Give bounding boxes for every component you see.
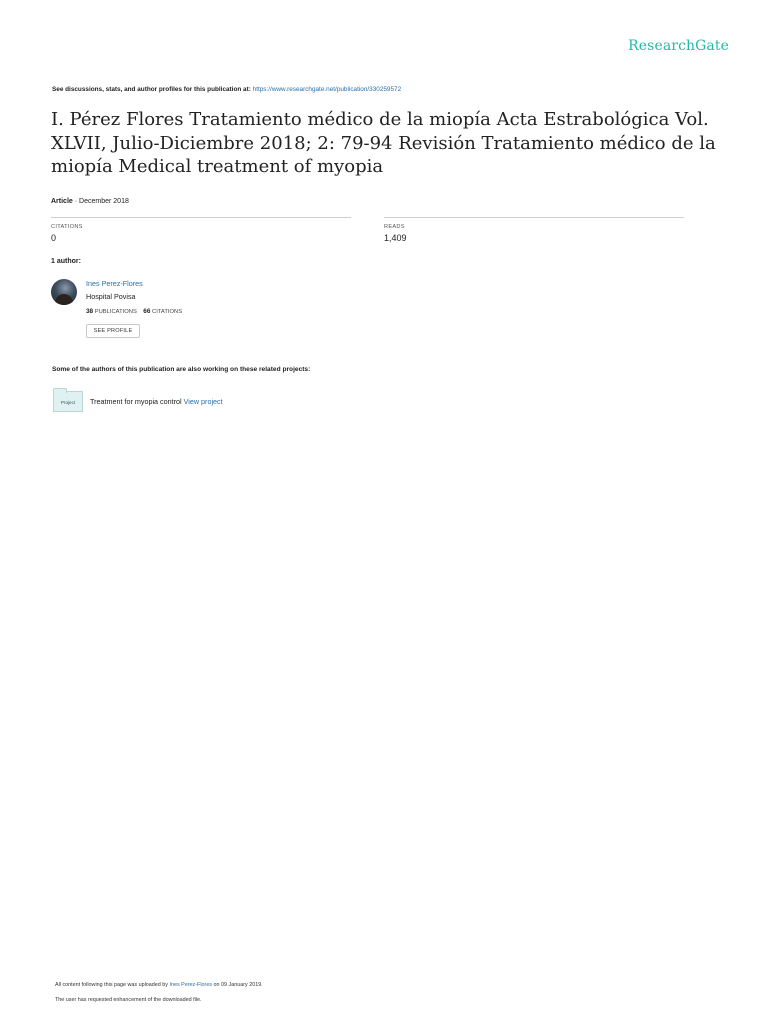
publication-type: Article	[51, 198, 73, 205]
related-projects-heading: Some of the authors of this publication are also working on these related projects:	[52, 366, 311, 373]
author-publications-label: PUBLICATIONS	[94, 309, 137, 315]
author-institution: Hospital Povisa	[86, 292, 136, 301]
reads-divider	[384, 217, 684, 218]
project-thumb-label: Project	[60, 400, 76, 405]
view-project-link[interactable]: View project	[183, 397, 223, 406]
upload-note-suffix: on 09 January 2019.	[213, 982, 263, 988]
publication-link[interactable]: https://www.researchgate.net/publication/330259572	[252, 86, 402, 93]
publication-date: December 2018	[79, 198, 129, 205]
publication-meta	[51, 198, 129, 205]
publication-title: I. Pérez Flores Tratamiento médico de la miopía Acta Estrabológica Vol. XLVII, Julio-Diciembre 2018; 2: 79-94 Revisión Tratamiento médico de la miopía Medical treatment of myopia	[51, 109, 716, 177]
see-profile-button[interactable]: SEE PROFILE	[86, 324, 140, 338]
reads-label: READS	[384, 224, 405, 230]
upload-note-prefix: All content following this page was uploaded by	[55, 982, 168, 988]
citations-count: 0	[51, 233, 57, 243]
author-citations-count: 66	[143, 308, 151, 315]
uploader-link[interactable]: Ines Perez-Flores	[169, 982, 213, 988]
upload-note	[55, 982, 263, 988]
citations-label: CITATIONS	[51, 224, 83, 230]
enhancement-note: The user has requested enhancement of the downloaded file.	[55, 997, 202, 1003]
author-publications-count: 38	[86, 308, 94, 315]
authors-heading: 1 author:	[51, 258, 81, 265]
discussions-text: See discussions, stats, and author profiles for this publication at:	[52, 86, 251, 93]
author-avatar[interactable]	[51, 279, 77, 305]
author-stats	[86, 308, 182, 315]
discussions-line	[52, 86, 401, 93]
meta-separator: ·	[74, 198, 78, 205]
project-name: Treatment for myopia control	[90, 397, 182, 406]
author-citations-label: CITATIONS	[152, 309, 183, 315]
project-folder-icon	[53, 391, 83, 412]
researchgate-logo[interactable]: ResearchGate	[628, 38, 729, 54]
reads-count: 1,409	[384, 233, 407, 243]
author-name-link[interactable]: Ines Perez-Flores	[86, 279, 143, 288]
project-item	[90, 397, 223, 406]
citations-divider	[51, 217, 351, 218]
